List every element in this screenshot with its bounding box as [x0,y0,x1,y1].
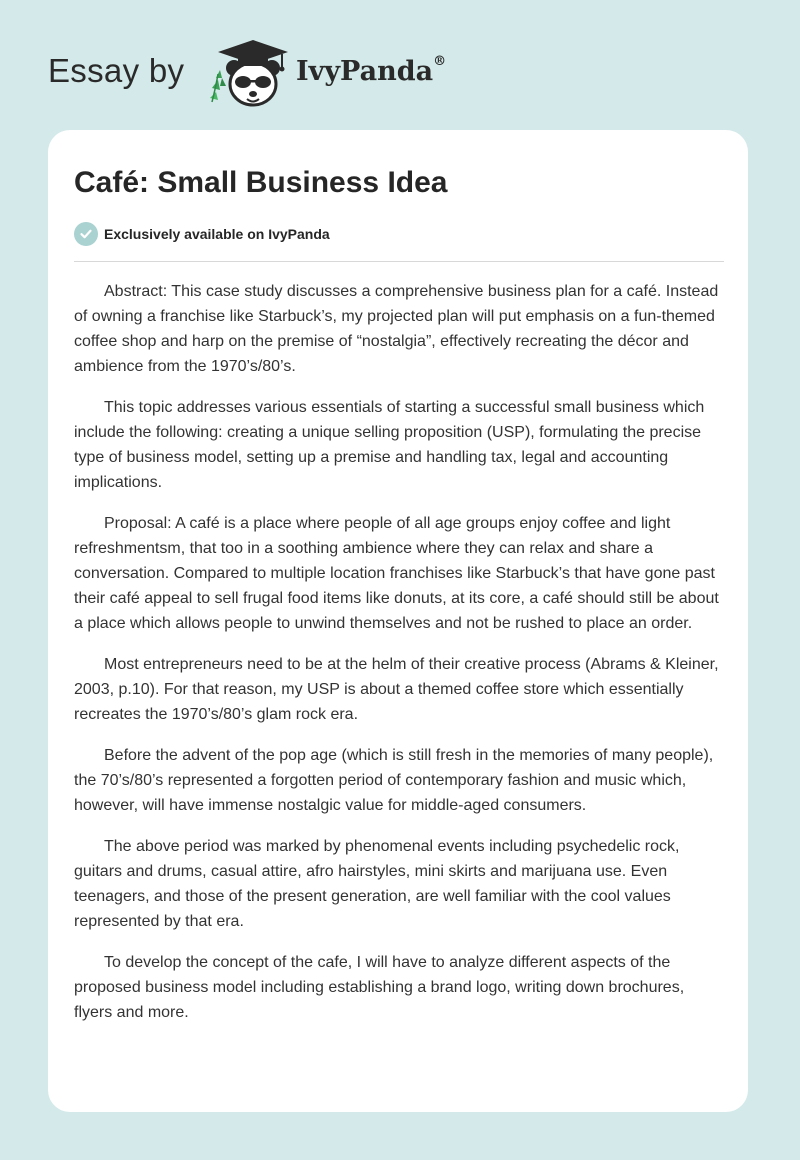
essay-body [74,279,722,1041]
site-header [48,34,748,114]
paragraph-usp: Most entrepreneurs need to be at the helm of their creative process (Abrams & Kleiner, 2003, p.10). For that reason, my USP is about a themed coffee store which essentially recreates the 1970’s/80’s glam rock era. [74,656,719,723]
brand-wordmark[interactable] [296,56,446,87]
paragraph-proposal: Proposal: A café is a place where people of all age groups enjoy coffee and light refreshmentsm, that too in a soothing ambience where they can relax and share a conversation. Compared to multiple location franchises like Starbuck’s that have gone past their café appeal to sell frugal food items like donuts, at its core, a café should still be about a place which allows people to unwind themselves and not be rushed to place an order. [74,515,719,632]
registered-mark: ® [433,54,447,69]
paragraph-pop-age: Before the advent of the pop age (which is still fresh in the memories of many people), the 70’s/80’s represented a forgotten period of contemporary fashion and music which, however, will have immense nostalgic value for middle-aged consumers. [74,747,714,814]
paragraph-abstract: Abstract: This case study discusses a comprehensive business plan for a café. Instead of owning a franchise like Starbuck’s, my projected plan will put emphasis on a fun-themed coffee shop and harp on the premise of “nostalgia”, effectively recreating the décor and ambience from the 1970’s/80’s. [74,283,719,375]
panda-logo-icon[interactable] [202,34,292,110]
page-title: Café: Small Business Idea [74,166,448,199]
exclusive-badge [74,221,330,247]
exclusive-badge-label: Exclusively available on IvyPanda [104,226,330,242]
ivy-leaf-icon [210,70,226,102]
paragraph-concept: To develop the concept of the cafe, I will have to analyze different aspects of the proposed business model including establishing a brand logo, writing down brochures, flyers and more. [74,954,685,1021]
check-circle-icon [74,222,98,246]
brand-name: IvyPanda [296,56,434,87]
essay-card [48,130,748,1112]
divider [74,261,724,262]
paragraph-period: The above period was marked by phenomenal events including psychedelic rock, guitars and drums, casual attire, afro hairstyles, mini skirts and marijuana use. Even teenagers, and those of the present generation, are well familiar with the cool values represented by that era. [74,838,680,930]
essay-by-label: Essay by [48,52,185,89]
paragraph-topic: This topic addresses various essentials of starting a successful small business which include the following: creating a unique selling proposition (USP), formulating the precise type of business model, setting up a premise and handling tax, legal and accounting implications. [74,399,705,491]
